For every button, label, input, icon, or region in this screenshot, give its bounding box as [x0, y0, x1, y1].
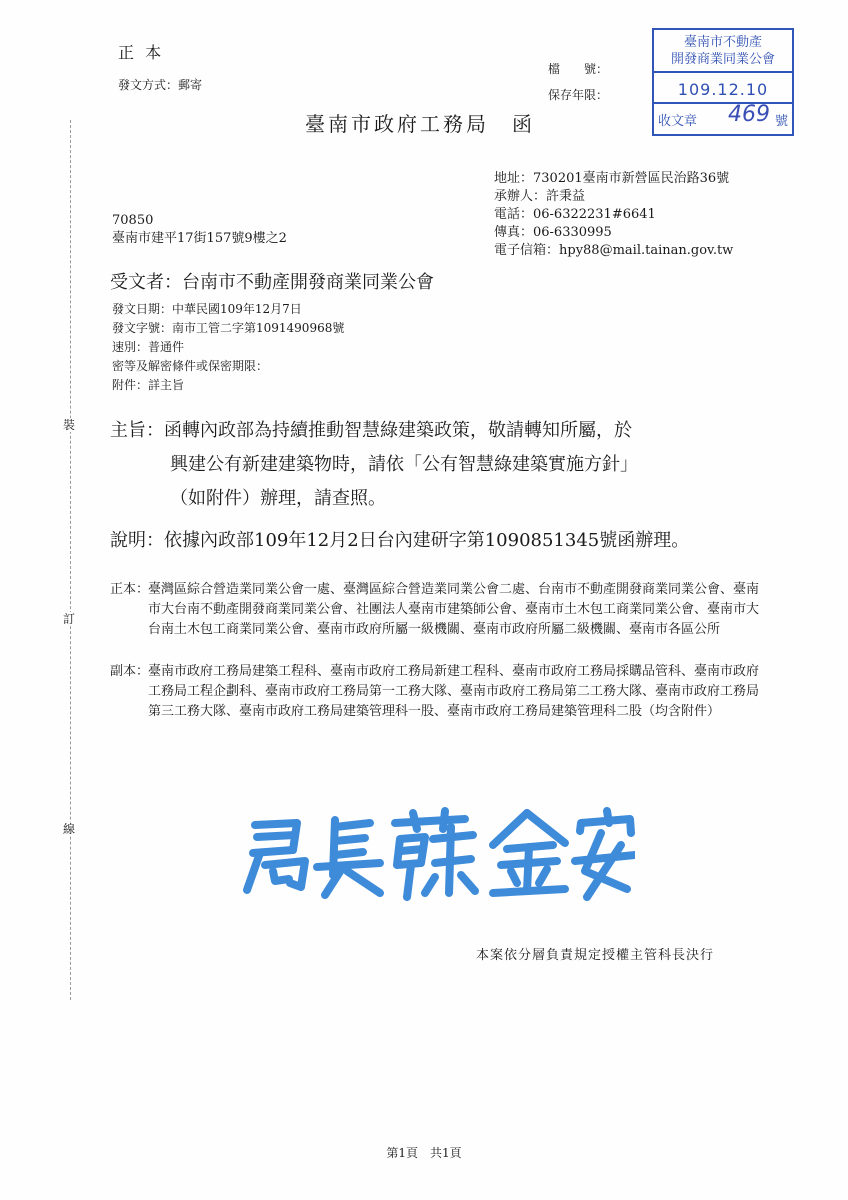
binding-line [70, 120, 71, 1000]
stamp-divider [654, 71, 792, 73]
file-number-label: 檔 號： [548, 62, 609, 76]
recipient-address-block [112, 212, 287, 248]
stamp-receive-number: 469 [728, 102, 770, 127]
original-list: 臺灣區綜合營造業同業公會一處、臺灣區綜合營造業同業公會二處、台南市不動產開發商業同業公會、臺南市大台南不動產開發商業同業公會、社團法人臺南市建築師公會、臺南市土木包工商業同業公會、臺南市大台南土木包工商業同業公會、臺南市政府所屬一級機關、臺南市政府所屬二級機關、臺南市各區公所 [148, 582, 760, 637]
stamp-date: 109.12.10 [677, 80, 769, 99]
sender-email: 電子信箱：hpy88@mail.tainan.gov.tw [494, 243, 734, 258]
original-label: 正本： [110, 582, 150, 597]
sender-handler: 承辦人：許秉益 [494, 189, 586, 204]
binding-mark-zhuang: 裝 [63, 418, 76, 432]
page-footer: 第1頁 共1頁 [386, 1146, 462, 1160]
stamp-divider [654, 102, 792, 104]
delegation-note: 本案依分層負責規定授權主管科長決行 [476, 948, 715, 963]
binding-mark-xian: 線 [63, 822, 76, 836]
explanation: 說明：依據內政部109年12月2日台內建研字第1090851345號函辦理。 [110, 530, 690, 551]
sender-fax: 傳真：06-6330995 [494, 225, 612, 240]
document-title: 臺南市政府工務局 函 [305, 112, 535, 136]
receipt-stamp [652, 28, 794, 136]
send-method: 發文方式：郵寄 [118, 78, 203, 92]
original-recipients [110, 580, 770, 640]
sender-address: 地址：730201臺南市新營區民治路36號 [494, 171, 730, 186]
sender-phone: 電話：06-6322231#6641 [494, 207, 656, 222]
recipient: 受文者：台南市不動產開發商業同業公會 [110, 272, 434, 293]
recipient-postcode: 70850 [112, 213, 154, 228]
copy-label: 副本： [110, 664, 150, 679]
stamp-org-line1: 臺南市不動產 [683, 35, 762, 50]
retention-label: 保存年限： [548, 88, 609, 102]
document-number: 發文字號：南市工管二字第1091490968號 [112, 321, 345, 335]
copy-recipients [110, 662, 770, 722]
subject-line3: （如附件）辦理，請查照。 [170, 488, 386, 509]
attachment-note: 附件：詳主旨 [112, 378, 185, 392]
stamp-org-line2: 開發商業同業公會 [670, 52, 775, 67]
copy-type: 正 本 [118, 43, 165, 62]
director-signature-seal [235, 805, 635, 905]
copy-list: 臺南市政府工務局建築工程科、臺南市政府工務局新建工程科、臺南市政府工務局採購品管科、臺南市政府工務局工程企劃科、臺南市政府工務局第一工務大隊、臺南市政府工務局第二工務大隊、臺南市政府工務局第三工務大隊、臺南市政府工務局建築管理科一股、臺南市政府工務局建築管理科二股（均含附件） [148, 664, 760, 719]
secrecy-level: 密等及解密條件或保密期限： [112, 359, 269, 373]
recipient-street-address: 臺南市建平17街157號9樓之2 [112, 231, 287, 246]
stamp-receive-label: 收文章 [658, 114, 698, 129]
binding-mark-ding: 訂 [63, 612, 76, 626]
subject-line1: 主旨：函轉內政部為持續推動智慧綠建築政策，敬請轉知所屬，於 [110, 420, 632, 441]
sender-contact [494, 170, 733, 260]
document-meta [112, 300, 344, 395]
stamp-receive-suffix: 號 [774, 114, 788, 129]
subject-line2: 興建公有新建建築物時，請依「公有智慧綠建築實施方針」 [170, 454, 638, 475]
delivery-speed: 速別：普通件 [112, 340, 185, 354]
subject [110, 414, 638, 516]
issue-date: 發文日期：中華民國109年12月7日 [112, 302, 302, 316]
